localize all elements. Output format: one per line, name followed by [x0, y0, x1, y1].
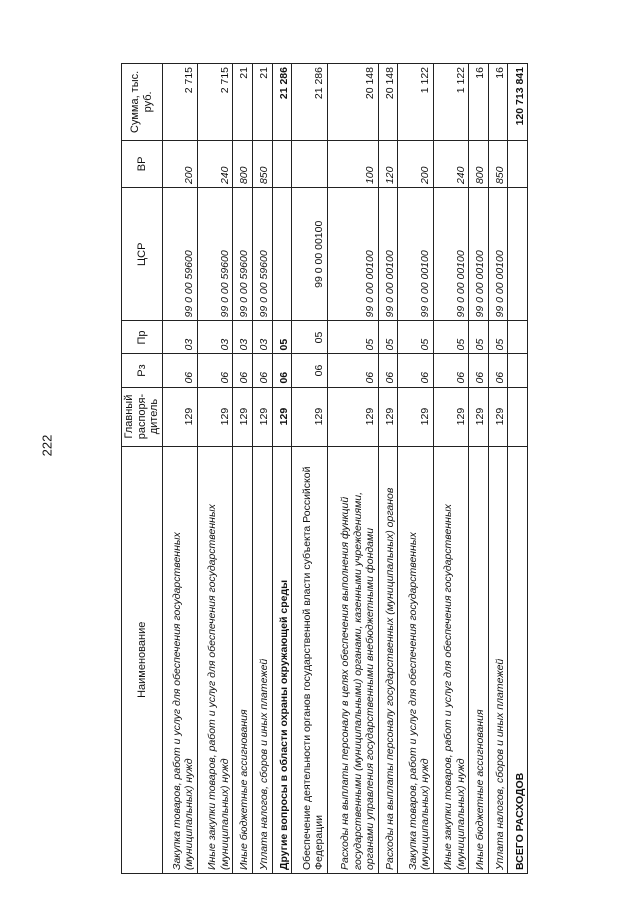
row-vr: 240: [433, 140, 468, 187]
row-rz: 06: [197, 354, 232, 387]
row-sum: 21 286: [272, 64, 292, 141]
row-rz: 06: [292, 354, 327, 387]
row-sum: 21 286: [292, 64, 327, 141]
header-name: Наименование: [122, 446, 163, 873]
row-vr: 800: [469, 140, 489, 187]
row-csr: 99 0 00 59600: [252, 188, 272, 321]
row-vr: [292, 140, 327, 187]
row-name: Иные бюджетные ассигнования: [469, 446, 489, 873]
total-label: ВСЕГО РАСХОДОВ: [508, 446, 528, 873]
row-gr: 129: [292, 387, 327, 446]
row-pr: 05: [327, 321, 378, 354]
row-pr: 05: [488, 321, 508, 354]
row-pr: 03: [233, 321, 253, 354]
row-gr: 129: [197, 387, 232, 446]
row-csr: 99 0 00 00100: [327, 188, 378, 321]
row-gr: 129: [469, 387, 489, 446]
row-vr: [272, 140, 292, 187]
row-name: Иные закупки товаров, работ и услуг для обеспечения государственных (муниципальных) нужд: [433, 446, 468, 873]
row-rz: 06: [327, 354, 378, 387]
row-name: Иные закупки товаров, работ и услуг для обеспечения государственных (муниципальных) нужд: [197, 446, 232, 873]
row-csr: 99 0 00 00100: [378, 188, 398, 321]
row-name: Иные бюджетные ассигнования: [233, 446, 253, 873]
row-name: Другие вопросы в области охраны окружающей среды: [272, 446, 292, 873]
row-sum: 20 148: [327, 64, 378, 141]
row-pr: 05: [292, 321, 327, 354]
row-gr: 129: [433, 387, 468, 446]
total-empty-cell: [508, 140, 528, 187]
row-pr: 03: [197, 321, 232, 354]
header-gr: Главный распоря-дитель: [122, 387, 163, 446]
row-rz: 06: [488, 354, 508, 387]
total-sum: 120 713 841: [508, 64, 528, 141]
row-sum: 20 148: [378, 64, 398, 141]
row-vr: 850: [488, 140, 508, 187]
table-row-section: [272, 64, 292, 874]
rotated-page: [121, 63, 528, 874]
row-pr: 03: [162, 321, 197, 354]
row-gr: 129: [233, 387, 253, 446]
row-rz: 06: [252, 354, 272, 387]
row-gr: 129: [398, 387, 433, 446]
expenses-table: [121, 63, 528, 874]
total-empty-cell: [508, 188, 528, 321]
row-gr: 129: [488, 387, 508, 446]
page-number: 222: [39, 434, 55, 457]
table-row: [197, 64, 232, 874]
row-sum: 21: [252, 64, 272, 141]
row-sum: 16: [488, 64, 508, 141]
row-pr: 05: [272, 321, 292, 354]
row-gr: 129: [252, 387, 272, 446]
header-vr: ВР: [122, 140, 163, 187]
table-row: [162, 64, 197, 874]
table-row: [252, 64, 272, 874]
row-sum: 21: [233, 64, 253, 141]
row-name: Расходы на выплаты персоналу в целях обеспечения выполнения функций государственными (муниципальными) органами, казенными учреждениями, органами управления государственными внебюджетными фондами: [327, 446, 378, 873]
row-rz: 06: [378, 354, 398, 387]
total-empty-cell: [508, 387, 528, 446]
total-row: [508, 64, 528, 874]
row-pr: 05: [433, 321, 468, 354]
row-gr: 129: [327, 387, 378, 446]
row-name: Уплата налогов, сборов и иных платежей: [252, 446, 272, 873]
table-row: [469, 64, 489, 874]
row-vr: 200: [398, 140, 433, 187]
row-csr: 99 0 00 00100: [488, 188, 508, 321]
header-pr: Пр: [122, 321, 163, 354]
header-sum: Сумма, тыс. руб.: [122, 64, 163, 141]
row-gr: 129: [162, 387, 197, 446]
table-row: [292, 64, 327, 874]
row-sum: 2 715: [197, 64, 232, 141]
table-row: [327, 64, 378, 874]
row-rz: 06: [272, 354, 292, 387]
header-rz: Рз: [122, 354, 163, 387]
row-rz: 06: [233, 354, 253, 387]
total-empty-cell: [508, 354, 528, 387]
row-name: Уплата налогов, сборов и иных платежей: [488, 446, 508, 873]
row-vr: 240: [197, 140, 232, 187]
row-csr: 99 0 00 00100: [469, 188, 489, 321]
row-vr: 200: [162, 140, 197, 187]
row-vr: 100: [327, 140, 378, 187]
row-rz: 06: [398, 354, 433, 387]
table-row: [233, 64, 253, 874]
row-csr: 99 0 00 59600: [233, 188, 253, 321]
row-csr: 99 0 00 00100: [292, 188, 327, 321]
row-vr: 800: [233, 140, 253, 187]
row-pr: 03: [252, 321, 272, 354]
row-sum: 1 122: [398, 64, 433, 141]
row-name: Закупка товаров, работ и услуг для обеспечения государственных (муниципальных) нужд: [398, 446, 433, 873]
row-sum: 16: [469, 64, 489, 141]
row-csr: 99 0 00 59600: [197, 188, 232, 321]
row-csr: 99 0 00 59600: [162, 188, 197, 321]
header-csr: ЦСР: [122, 188, 163, 321]
row-pr: 05: [398, 321, 433, 354]
row-csr: [272, 188, 292, 321]
row-rz: 06: [162, 354, 197, 387]
row-csr: 99 0 00 00100: [398, 188, 433, 321]
row-name: Обеспечение деятельности органов государственной власти субъекта Российской Федерации: [292, 446, 327, 873]
row-name: Закупка товаров, работ и услуг для обеспечения государственных (муниципальных) нужд: [162, 446, 197, 873]
total-empty-cell: [508, 321, 528, 354]
row-sum: 1 122: [433, 64, 468, 141]
row-name: Расходы на выплаты персоналу государственных (муниципальных) органов: [378, 446, 398, 873]
row-gr: 129: [272, 387, 292, 446]
row-rz: 06: [469, 354, 489, 387]
row-vr: 850: [252, 140, 272, 187]
row-pr: 05: [469, 321, 489, 354]
row-pr: 05: [378, 321, 398, 354]
table-row: [433, 64, 468, 874]
row-rz: 06: [433, 354, 468, 387]
table-row: [378, 64, 398, 874]
header-row: [122, 64, 163, 874]
row-vr: 120: [378, 140, 398, 187]
row-gr: 129: [378, 387, 398, 446]
row-sum: 2 715: [162, 64, 197, 141]
table-row: [398, 64, 433, 874]
row-csr: 99 0 00 00100: [433, 188, 468, 321]
table-row: [488, 64, 508, 874]
